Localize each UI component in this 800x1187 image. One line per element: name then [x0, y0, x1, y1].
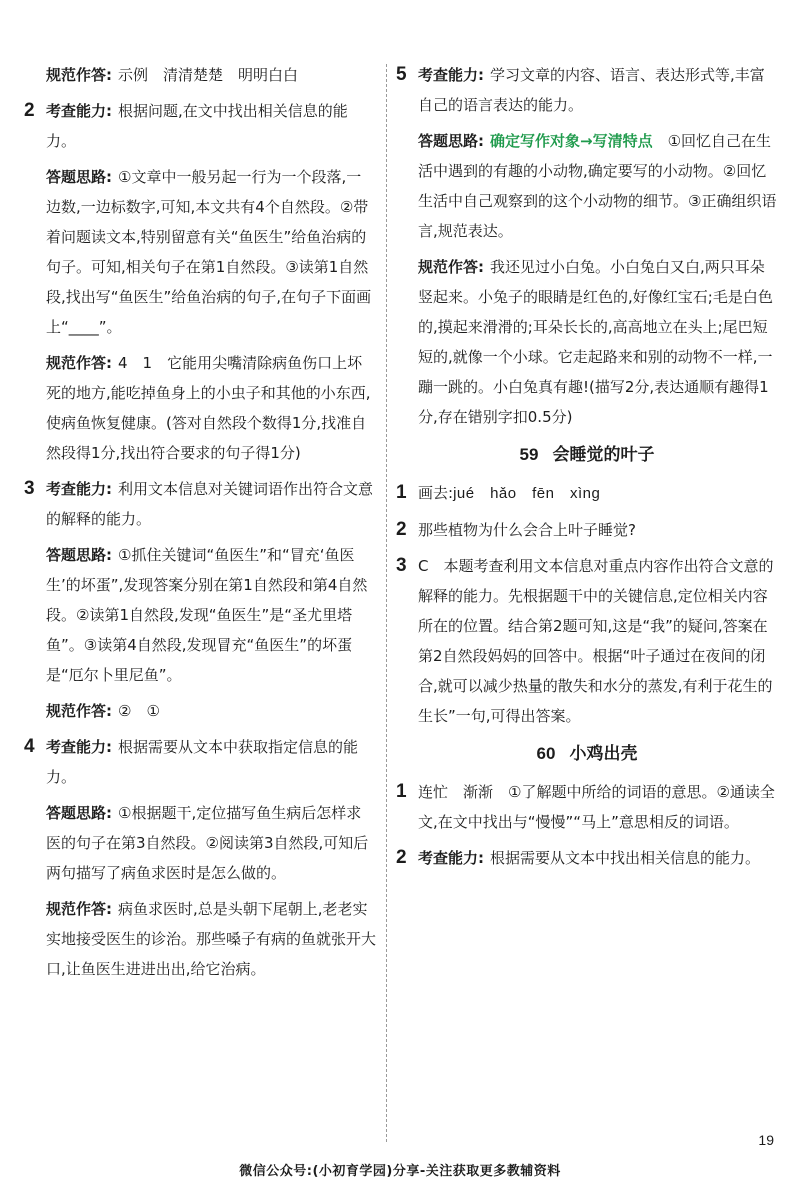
question-5-ability [396, 60, 778, 120]
section-number: 59 [519, 445, 539, 464]
section-59-question-3 [396, 551, 778, 731]
answer-label: 规范作答: [418, 258, 484, 276]
ability-label: 考查能力: [46, 102, 112, 120]
section-number: 60 [536, 744, 556, 763]
answer-text: 病鱼求医时,总是头朝下尾朝上,老老实实地接受医生的诊治。那些嗓子有病的鱼就张开大口,让鱼医生进进出出,给它治病。 [46, 900, 377, 978]
ability-text: 学习文章的内容、语言、表达形式等,丰富自己的语言表达的能力。 [418, 66, 765, 114]
ability-label: 考查能力: [418, 849, 484, 867]
question-2-answer [24, 348, 376, 468]
thinking-label: 答题思路: [418, 132, 484, 150]
question-4-answer [24, 894, 376, 984]
question-number: 1 [396, 781, 407, 802]
thinking-highlight: 确定写作对象→写清特点 [490, 132, 653, 150]
answer-label: 规范作答: [46, 702, 112, 720]
pinyin-text: jué hǎo fēn xìng [453, 485, 601, 502]
question-5-answer [396, 252, 778, 432]
section-name: 会睡觉的叶子 [552, 445, 655, 465]
page-number: 19 [758, 1132, 774, 1148]
answer-text: ② ① [118, 702, 160, 720]
question-3-answer [24, 696, 376, 726]
thinking-text: ①抓住关键词“鱼医生”和“冒充‘鱼医生’的坏蛋”,发现答案分别在第1自然段和第4自然段。②读第1自然段,发现“鱼医生”是“圣尤里塔鱼”。③读第4自然段,发现冒充“鱼医生”的坏蛋是“厄尔卜里尼鱼”。 [46, 546, 368, 684]
ability-text: 根据需要从文本中找出相关信息的能力。 [490, 849, 761, 867]
question-4-ability [24, 732, 376, 792]
right-column [396, 60, 778, 879]
question-number: 1 [396, 482, 407, 503]
section-59-question-1 [396, 478, 778, 509]
thinking-text: ①文章中一般另起一行为一个段落,一边数,一边标数字,可知,本文共有4个自然段。②带着问题读文本,特别留意有关“鱼医生”给鱼治病的句子。可知,相关句子在第1自然段。③读第1自然段,找出写“鱼医生”给鱼治病的句子,在句子下面画上“____”。 [46, 168, 372, 336]
question-number: 4 [24, 736, 35, 757]
answer-text: 4 1 它能用尖嘴清除病鱼伤口上坏死的地方,能吃掉鱼身上的小虫子和其他的小东西,使病鱼恢复健康。(答对自然段个数得1分,找准自然段得1分,找出符合要求的句子得1分) [46, 354, 371, 462]
question-2-thinking [24, 162, 376, 342]
question-prefix: 画去: [418, 484, 454, 502]
thinking-label: 答题思路: [46, 168, 112, 186]
answer-block-1-end [24, 60, 376, 90]
section-60-question-1 [396, 777, 778, 837]
answer-label: 规范作答: [46, 354, 112, 372]
footer-text: 微信公众号:(小初育学园)分享-关注获取更多教辅资料 [239, 1164, 561, 1179]
thinking-text: ①根据题干,定位描写鱼生病后怎样求医的句子在第3自然段。②阅读第3自然段,可知后两句描写了病鱼求医时是怎么做的。 [46, 804, 369, 882]
thinking-label: 答题思路: [46, 804, 112, 822]
question-5-thinking [396, 126, 778, 246]
answer-text: C 本题考查利用文本信息对重点内容作出符合文意的解释的能力。先根据题干中的关键信息,定位相关内容所在的位置。结合第2题可知,这是“我”的疑问,答案在第2自然段妈妈的回答中。根据“叶子通过在夜间的闭合,就可以减少热量的散失和水分的蒸发,有利于花生的生长”一句,可得出答案。 [418, 557, 774, 725]
ability-text: 利用文本信息对关键词语作出符合文意的解释的能力。 [46, 480, 374, 528]
ability-label: 考查能力: [418, 66, 484, 84]
answer-label: 规范作答: [46, 900, 112, 918]
column-divider [386, 64, 387, 1142]
question-number: 2 [24, 100, 35, 121]
thinking-text: ①回忆自己在生活中遇到的有趣的小动物,确定要写的小动物。②回忆生活中自己观察到的这个小动物的细节。③正确组织语言,规范表达。 [418, 132, 777, 240]
answer-label: 规范作答: [46, 66, 112, 84]
section-60-question-2 [396, 843, 778, 873]
ability-text: 根据问题,在文中找出相关信息的能力。 [46, 102, 348, 150]
answer-text: 那些植物为什么会合上叶子睡觉? [418, 521, 636, 539]
question-2-ability [24, 96, 376, 156]
question-number: 2 [396, 519, 407, 540]
section-59-question-2 [396, 515, 778, 545]
question-3-thinking [24, 540, 376, 690]
question-4-thinking [24, 798, 376, 888]
answer-text: 我还见过小白兔。小白兔白又白,两只耳朵竖起来。小兔子的眼睛是红色的,好像红宝石;毛是白色的,摸起来滑滑的;耳朵长长的,高高地立在头上;尾巴短短的,就像一个小球。它走起路来和别的动物不一样,一蹦一跳的。小白兔真有趣!(描写2分,表达通顺有趣得1分,存在错别字扣0.5分) [418, 258, 773, 426]
ability-text: 根据需要从文本中获取指定信息的能力。 [46, 738, 359, 786]
question-number: 3 [24, 478, 35, 499]
ability-label: 考查能力: [46, 480, 112, 498]
answer-text: 连忙 渐渐 ①了解题中所给的词语的意思。②通读全文,在文中找出与“慢慢”“马上”意思相反的词语。 [418, 783, 775, 831]
thinking-label: 答题思路: [46, 546, 112, 564]
question-number: 5 [396, 64, 407, 85]
ability-label: 考查能力: [46, 738, 112, 756]
question-3-ability [24, 474, 376, 534]
question-number: 3 [396, 555, 407, 576]
section-name: 小鸡出壳 [569, 744, 638, 764]
question-number: 2 [396, 847, 407, 868]
section-59-title [396, 438, 778, 472]
answer-text: 示例 清清楚楚 明明白白 [118, 66, 299, 84]
section-60-title [396, 737, 778, 771]
left-column [24, 60, 376, 990]
